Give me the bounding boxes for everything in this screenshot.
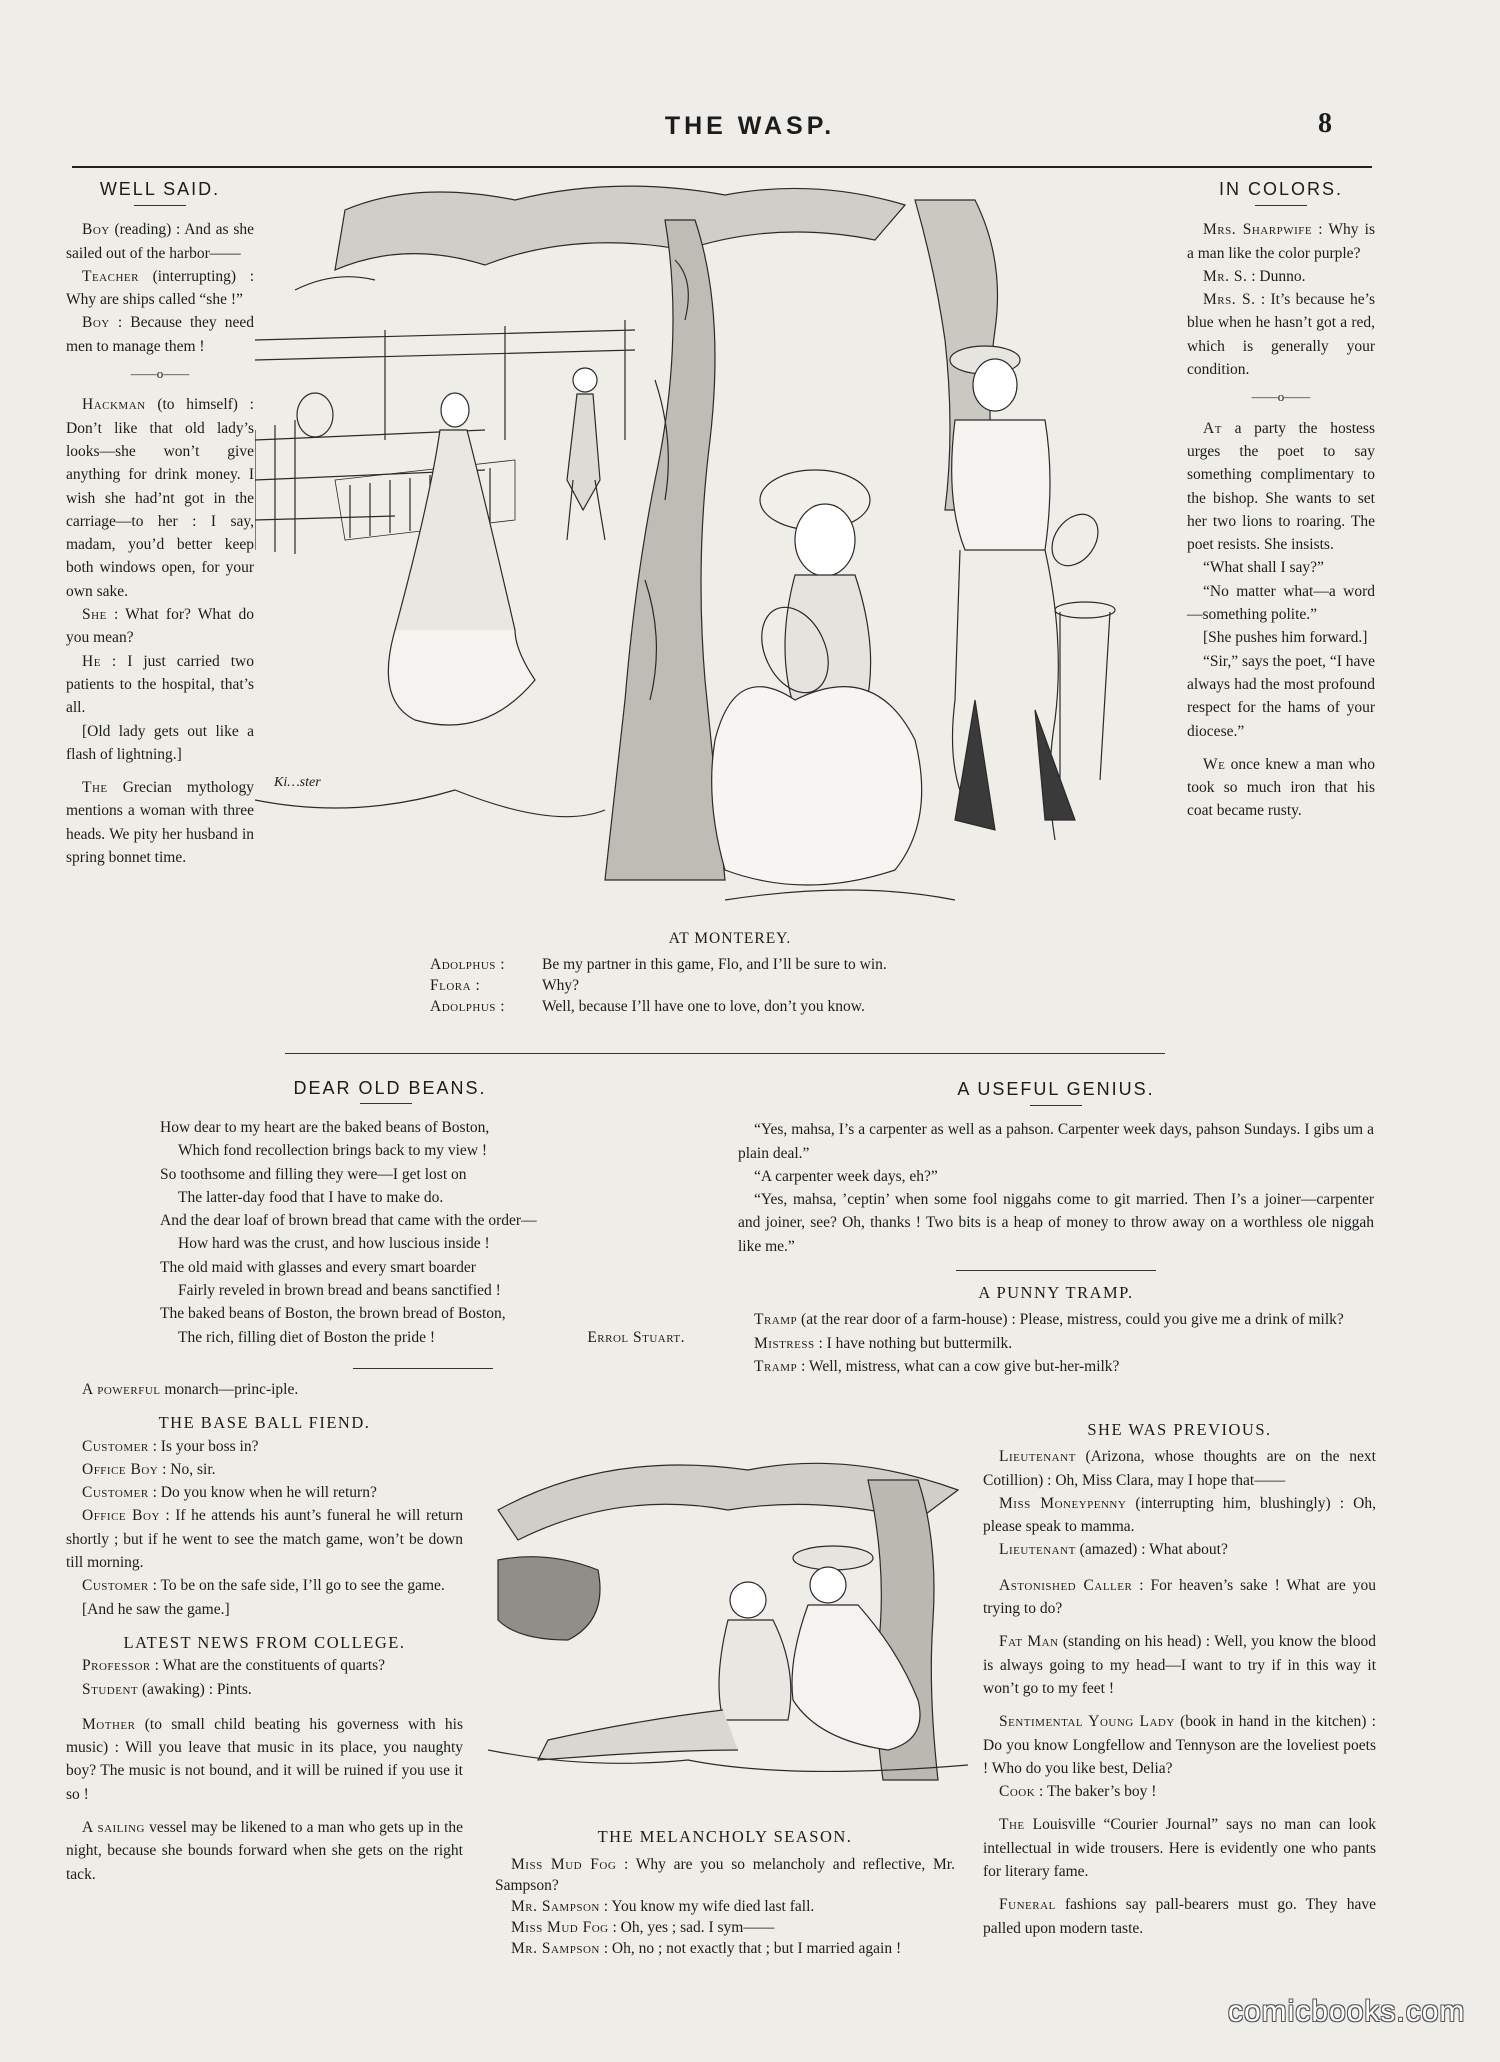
base-ball-fiend-body bbox=[66, 1435, 463, 1621]
speaker-label: Miss Mud Fog bbox=[511, 1919, 609, 1937]
paragraph-text: vessel may be likened to a man who gets up in the night, because she bounds forward when she gets on the right tack. bbox=[66, 1819, 464, 1883]
speaker-label: Customer bbox=[82, 1577, 149, 1595]
poem-line: Which fond recollection brings back to my view ! bbox=[178, 1142, 488, 1160]
speaker-label: Miss Mud Fog bbox=[511, 1856, 617, 1874]
ornament-separator: ——o—— bbox=[1251, 389, 1311, 405]
header-rule bbox=[72, 166, 1372, 168]
paragraph bbox=[983, 1780, 1376, 1803]
dear-old-beans-section bbox=[160, 1078, 685, 1349]
paragraph bbox=[66, 1713, 463, 1806]
dialog-line bbox=[495, 1917, 955, 1938]
speaker-label: Mother bbox=[82, 1715, 136, 1733]
paragraph-text: : It’s because he’s blue when he hasn’t got a red, which is generally your condition. bbox=[1187, 291, 1376, 379]
paragraph-text: “Sir,” says the poet, “I have always had the most profound respect for the hams of your diocese.” bbox=[1187, 652, 1375, 740]
poem-line: Fairly reveled in brown bread and beans sanctified ! bbox=[178, 1282, 501, 1300]
dialog-line bbox=[495, 1938, 955, 1959]
paragraph-text: (to himself) : Don’t like that old lady’s looks—she won’t give anything for drink money. I wish she had’nt got in the carriage—to her : I say, madam, you’d better keep both windows open, for your own sake. bbox=[66, 396, 254, 600]
paragraph-text: : Because they need men to manage them ! bbox=[66, 314, 254, 355]
watermark: comicbooks.com bbox=[1228, 1995, 1466, 2028]
well-said-title: WELL SAID. bbox=[99, 179, 221, 199]
speaker-label: She bbox=[82, 606, 107, 624]
speaker-label: Boy bbox=[82, 314, 110, 332]
poem-author: Errol Stuart. bbox=[587, 1328, 685, 1346]
speaker-label: Mr. Sampson bbox=[511, 1898, 600, 1916]
dialog-text: : Why are you so melancholy and reflective, Mr. Sampson? bbox=[495, 1856, 955, 1895]
misc-left-body bbox=[66, 1713, 463, 1886]
left-lower-column bbox=[66, 1378, 463, 1886]
paragraph bbox=[738, 1308, 1374, 1331]
paragraph-text: Grecian mythology mentions a woman with three heads. We pity her husband in spring bonnet time. bbox=[66, 779, 254, 867]
speaker-label: We bbox=[1203, 755, 1226, 773]
speaker-label: Customer bbox=[82, 1437, 149, 1455]
paragraph bbox=[1187, 218, 1375, 265]
paragraph bbox=[983, 1574, 1376, 1621]
paragraph bbox=[66, 1481, 463, 1504]
paragraph bbox=[66, 776, 254, 869]
speaker-label: Tramp bbox=[754, 1357, 798, 1375]
speaker-label: Adolphus : bbox=[430, 998, 506, 1015]
paragraph-text: [She pushes him forward.] bbox=[1203, 629, 1368, 647]
poem-line: The baked beans of Boston, the brown bread of Boston, bbox=[160, 1305, 506, 1323]
paragraph: “Yes, mahsa, ’ceptin’ when some fool niggahs come to git married. Then I’s a joiner—carpenter and joiner, see? Oh, thanks ! Two bits is a heap of money to throw away on a worthless ole niggah like me.” bbox=[738, 1191, 1374, 1255]
paragraph-text: (at the rear door of a farm-house) : Please, mistress, could you give me a drink of milk? bbox=[797, 1311, 1344, 1329]
paragraph-text: (reading) : And as she sailed out of the harbor—— bbox=[66, 221, 254, 262]
at-monterey-illustration bbox=[255, 180, 1155, 920]
speaker-label: A sailing bbox=[82, 1819, 145, 1837]
paragraph-text: (awaking) : Pints. bbox=[138, 1680, 252, 1698]
speaker-label: Mrs. Sharpwife bbox=[1203, 221, 1313, 239]
speaker-label: Office Boy bbox=[82, 1507, 160, 1525]
paragraph bbox=[66, 1574, 463, 1597]
paragraph-text: : What for? What do you mean? bbox=[66, 606, 254, 647]
paragraph-text: “No matter what—a word—something polite.” bbox=[1187, 582, 1375, 624]
speaker-label: Professor bbox=[82, 1657, 151, 1675]
paragraph bbox=[66, 1504, 463, 1574]
speaker-label: Fat Man bbox=[999, 1633, 1059, 1651]
paragraph-text: (to small child beating his governess with his music) : Will you leave that music in its place, you naughty boy? The music is not bound, and it will be ruined if you use it so ! bbox=[66, 1715, 463, 1803]
speaker-label: The bbox=[999, 1816, 1025, 1834]
paragraph bbox=[983, 1492, 1376, 1539]
dear-old-beans-poem bbox=[160, 1116, 685, 1349]
speaker-label: Adolphus : bbox=[430, 956, 506, 973]
speaker-label: Hackman bbox=[82, 396, 146, 414]
punny-tramp-body bbox=[738, 1308, 1374, 1378]
dialog-line bbox=[495, 1854, 955, 1896]
paragraph-text: : Do you know when he will return? bbox=[148, 1484, 377, 1502]
poem-line bbox=[160, 1326, 685, 1349]
paragraph bbox=[983, 1813, 1376, 1883]
paragraph bbox=[983, 1538, 1376, 1561]
speaker-label: He bbox=[82, 652, 101, 670]
paragraph-text: [Old lady gets out like a flash of lightning.] bbox=[66, 722, 254, 763]
paragraph bbox=[738, 1332, 1374, 1355]
latest-news-body bbox=[66, 1654, 463, 1701]
speaker-label: Cook bbox=[999, 1783, 1036, 1801]
divider bbox=[1255, 205, 1307, 206]
page-number: 8 bbox=[1318, 108, 1332, 139]
speaker-label: Mistress bbox=[754, 1334, 815, 1352]
dialog-line bbox=[430, 954, 1030, 975]
at-monterey-dialog bbox=[430, 954, 1030, 1017]
dialog-line bbox=[495, 1896, 955, 1917]
dialog-line bbox=[430, 975, 1030, 996]
poem-line-text: The rich, filling diet of Boston the pride ! bbox=[178, 1328, 435, 1346]
powerful-monarch-item: A powerful monarch—princ-iple. bbox=[82, 1381, 299, 1398]
paragraph bbox=[1187, 753, 1375, 823]
paragraph-text: (interrupting him, blushingly) : Oh, please speak to mamma. bbox=[983, 1494, 1376, 1536]
paragraph-text: : Dunno. bbox=[1247, 267, 1306, 285]
paragraph-text: : To be on the safe side, I’ll go to see the game. bbox=[148, 1577, 445, 1595]
newspaper-title: THE WASP. bbox=[664, 112, 836, 140]
paragraph bbox=[66, 1654, 463, 1677]
paragraph bbox=[66, 1678, 463, 1701]
paragraph bbox=[66, 650, 254, 720]
melancholy-season-dialog bbox=[495, 1854, 955, 1959]
paragraph-text: (interrupting) : Why are ships called “she !” bbox=[66, 267, 254, 309]
paragraph-text: : If he attends his aunt’s funeral he will return shortly ; but if he went to see the match game, won’t be down till morning. bbox=[66, 1507, 464, 1572]
paragraph bbox=[1187, 265, 1375, 288]
paragraph-text: : Well, mistress, what can a cow give but-her-milk? bbox=[797, 1357, 1120, 1375]
speaker-label: Customer bbox=[82, 1484, 149, 1502]
speaker-label: Student bbox=[82, 1680, 139, 1698]
paragraph bbox=[66, 1598, 463, 1621]
dialog-text: : Oh, yes ; sad. I sym—— bbox=[608, 1919, 775, 1937]
misc-right-body bbox=[983, 1574, 1376, 1940]
paragraph bbox=[1187, 556, 1375, 579]
speaker-label: The bbox=[82, 779, 108, 797]
in-colors-column bbox=[1187, 178, 1375, 823]
dialog-text: Be my partner in this game, Flo, and I’ll be sure to win. bbox=[542, 956, 887, 973]
paragraph bbox=[66, 1458, 463, 1481]
poem-line: The old maid with glasses and every smart boarder bbox=[160, 1258, 476, 1276]
melancholy-season-illustration bbox=[488, 1450, 968, 1790]
artist-signature: Ki…ster bbox=[274, 775, 321, 790]
in-colors-title: IN COLORS. bbox=[1218, 179, 1344, 199]
melancholy-season-section bbox=[495, 1825, 955, 1959]
speaker-label: Miss Moneypenny bbox=[999, 1494, 1127, 1512]
speaker-label: Mr. S. bbox=[1203, 267, 1248, 285]
paragraph: “Yes, mahsa, I’s a carpenter as well as a pahson. Carpenter week days, pahson Sundays. I gibs um a plain deal.” bbox=[738, 1121, 1374, 1162]
speaker-label: Lieutenant bbox=[999, 1541, 1076, 1559]
paragraph bbox=[66, 720, 254, 767]
speaker-label: Funeral bbox=[999, 1896, 1056, 1914]
divider bbox=[360, 1103, 412, 1104]
paragraph-text: : Why is a man like the color purple? bbox=[1187, 221, 1375, 262]
paragraph bbox=[66, 603, 254, 650]
dialog-text: : You know my wife died last fall. bbox=[599, 1898, 815, 1916]
paragraph bbox=[983, 1445, 1376, 1492]
speaker-label: Astonished Caller bbox=[999, 1576, 1133, 1594]
paragraph-text: Louisville “Courier Journal” says no man can look intellectual in wide trousers. Here is evidently one who pants for literary fame. bbox=[983, 1816, 1376, 1881]
punny-tramp-title: A PUNNY TRAMP. bbox=[978, 1283, 1134, 1303]
speaker-label: At bbox=[1203, 419, 1222, 437]
divider bbox=[353, 1368, 493, 1369]
paragraph-text: : I have nothing but buttermilk. bbox=[814, 1334, 1013, 1352]
paragraph-text: fashions say pall-bearers must go. They have palled upon modern taste. bbox=[983, 1896, 1376, 1937]
poem-line: So toothsome and filling they were—I get lost on bbox=[160, 1165, 467, 1183]
paragraph bbox=[1187, 417, 1375, 557]
she-was-previous-column bbox=[983, 1418, 1376, 1940]
paragraph bbox=[1187, 626, 1375, 649]
paragraph-text: (book in hand in the kitchen) : Do you know Longfellow and Tennyson are the loveliest poets ! Who do you like best, Delia? bbox=[983, 1713, 1376, 1777]
speaker-label: Mrs. S. bbox=[1203, 291, 1256, 309]
paragraph bbox=[1187, 580, 1375, 627]
paragraph bbox=[66, 311, 254, 358]
divider bbox=[134, 205, 186, 206]
in-colors-body bbox=[1187, 218, 1375, 822]
paragraph-text: a party the hostess urges the poet to say something complimentary to the bishop. She wants to set her two lions to roaring. The poet resists. She insists. bbox=[1187, 419, 1375, 554]
paragraph-text: “What shall I say?” bbox=[1203, 559, 1324, 577]
paragraph-text: : What are the constituents of quarts? bbox=[150, 1657, 386, 1675]
speaker-label: Mr. Sampson bbox=[511, 1940, 600, 1958]
paragraph-text: (standing on his head) : Well, you know the blood is always going to my head—I want to try if in this way it won’t go to my feet ! bbox=[983, 1633, 1377, 1697]
paragraph bbox=[66, 218, 254, 265]
paragraph bbox=[66, 1816, 463, 1886]
poem-line: How hard was the crust, and how luscious inside ! bbox=[178, 1235, 490, 1253]
useful-genius-section bbox=[738, 1078, 1374, 1378]
she-was-previous-title: SHE WAS PREVIOUS. bbox=[1087, 1420, 1272, 1439]
useful-genius-body bbox=[738, 1118, 1374, 1258]
dialog-line bbox=[430, 996, 1030, 1017]
speaker-label: Office Boy bbox=[82, 1460, 159, 1478]
paragraph bbox=[1187, 288, 1375, 381]
speaker-label: Boy bbox=[82, 221, 110, 239]
paragraph-text: : For heaven’s sake ! What are you trying to do? bbox=[983, 1576, 1376, 1618]
divider bbox=[956, 1270, 1156, 1271]
paragraph: “A carpenter week days, eh?” bbox=[754, 1167, 938, 1185]
base-ball-fiend-title: THE BASE BALL FIEND. bbox=[158, 1413, 371, 1433]
paragraph-text: (Arizona, whose thoughts are on the next Cotillion) : Oh, Miss Clara, may I hope that—— bbox=[983, 1448, 1376, 1489]
section-rule bbox=[285, 1053, 1165, 1054]
dialog-text: Why? bbox=[542, 977, 580, 994]
paragraph-text: : No, sir. bbox=[158, 1460, 216, 1478]
paragraph bbox=[66, 1435, 463, 1458]
dear-old-beans-title: DEAR OLD BEANS. bbox=[293, 1078, 487, 1098]
paragraph bbox=[983, 1630, 1376, 1700]
speaker-label: Teacher bbox=[82, 267, 139, 285]
paragraph-text: (amazed) : What about? bbox=[1075, 1541, 1228, 1559]
paragraph bbox=[66, 265, 254, 312]
useful-genius-title: A USEFUL GENIUS. bbox=[957, 1079, 1155, 1099]
divider bbox=[1030, 1105, 1082, 1106]
dialog-text: : Oh, no ; not exactly that ; but I married again ! bbox=[599, 1940, 902, 1958]
well-said-column bbox=[66, 178, 254, 869]
paragraph-text: [And he saw the game.] bbox=[82, 1600, 230, 1618]
poem-line: How dear to my heart are the baked beans of Boston, bbox=[160, 1119, 490, 1136]
she-was-previous-body bbox=[983, 1445, 1376, 1561]
paragraph bbox=[66, 393, 254, 603]
paragraph bbox=[1187, 650, 1375, 743]
speaker-label: Flora : bbox=[430, 977, 481, 994]
paragraph-text: : Is your boss in? bbox=[148, 1437, 259, 1455]
paragraph bbox=[983, 1710, 1376, 1780]
melancholy-season-title: THE MELANCHOLY SEASON. bbox=[597, 1827, 853, 1846]
paragraph-text: : The baker’s boy ! bbox=[1035, 1783, 1157, 1801]
paragraph bbox=[738, 1355, 1374, 1378]
latest-news-title: LATEST NEWS FROM COLLEGE. bbox=[123, 1632, 406, 1652]
paragraph-text: : I just carried two patients to the hospital, that’s all. bbox=[66, 652, 254, 717]
paragraph bbox=[983, 1893, 1376, 1940]
ornament-separator: ——o—— bbox=[130, 366, 190, 382]
dialog-text: Well, because I’ll have one to love, don’t you know. bbox=[542, 998, 865, 1015]
speaker-label: Sentimental Young Lady bbox=[999, 1713, 1175, 1731]
speaker-label: Tramp bbox=[754, 1311, 798, 1329]
well-said-body bbox=[66, 218, 254, 869]
poem-line: The latter-day food that I have to make do. bbox=[178, 1188, 444, 1206]
at-monterey-caption bbox=[430, 930, 1030, 1017]
speaker-label: Lieutenant bbox=[999, 1448, 1076, 1466]
poem-line: And the dear loaf of brown bread that came with the order— bbox=[160, 1212, 537, 1230]
paragraph-text: once knew a man who took so much iron that his coat became rusty. bbox=[1187, 755, 1375, 820]
at-monterey-title: AT MONTEREY. bbox=[668, 930, 792, 947]
